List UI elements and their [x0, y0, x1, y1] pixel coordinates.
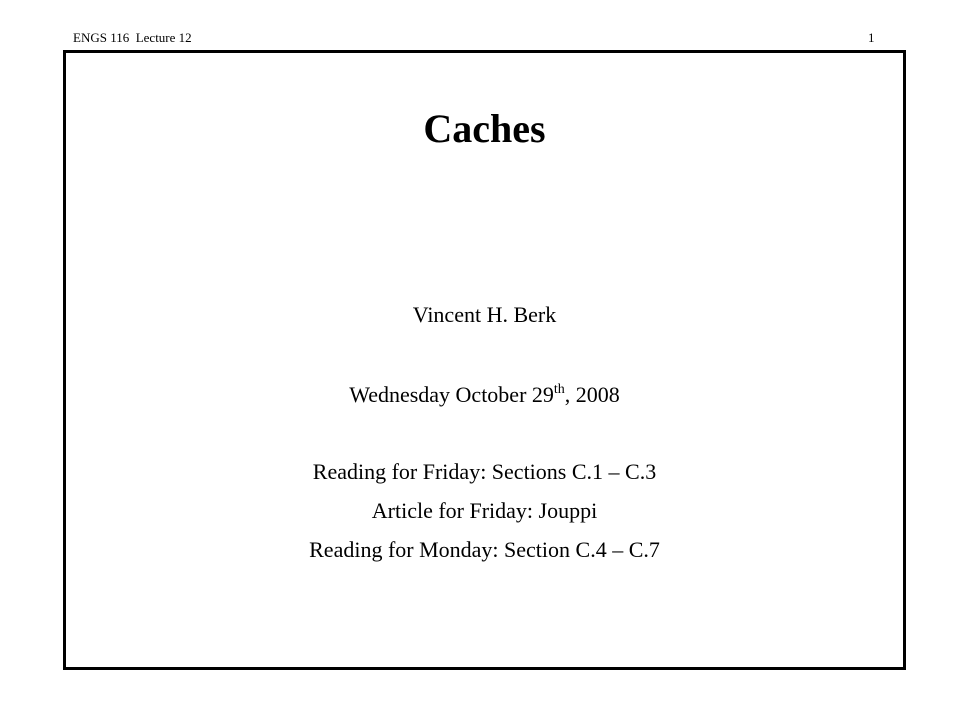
date-suffix: , 2008	[564, 382, 620, 407]
reading-friday: Reading for Friday: Sections C.1 – C.3	[312, 459, 657, 484]
slide-title: Caches	[423, 106, 546, 151]
slide-frame	[63, 50, 906, 670]
author-name: Vincent H. Berk	[412, 302, 557, 327]
header-page-number: 1	[868, 30, 875, 45]
date-prefix: Wednesday October 29	[349, 382, 554, 407]
reading-monday: Reading for Monday: Section C.4 – C.7	[309, 537, 660, 562]
article-friday: Article for Friday: Jouppi	[371, 498, 598, 523]
date-ordinal-superscript: th	[553, 382, 565, 397]
header-course-label: ENGS 116 Lecture 12	[73, 30, 192, 45]
lecture-date	[66, 381, 903, 409]
